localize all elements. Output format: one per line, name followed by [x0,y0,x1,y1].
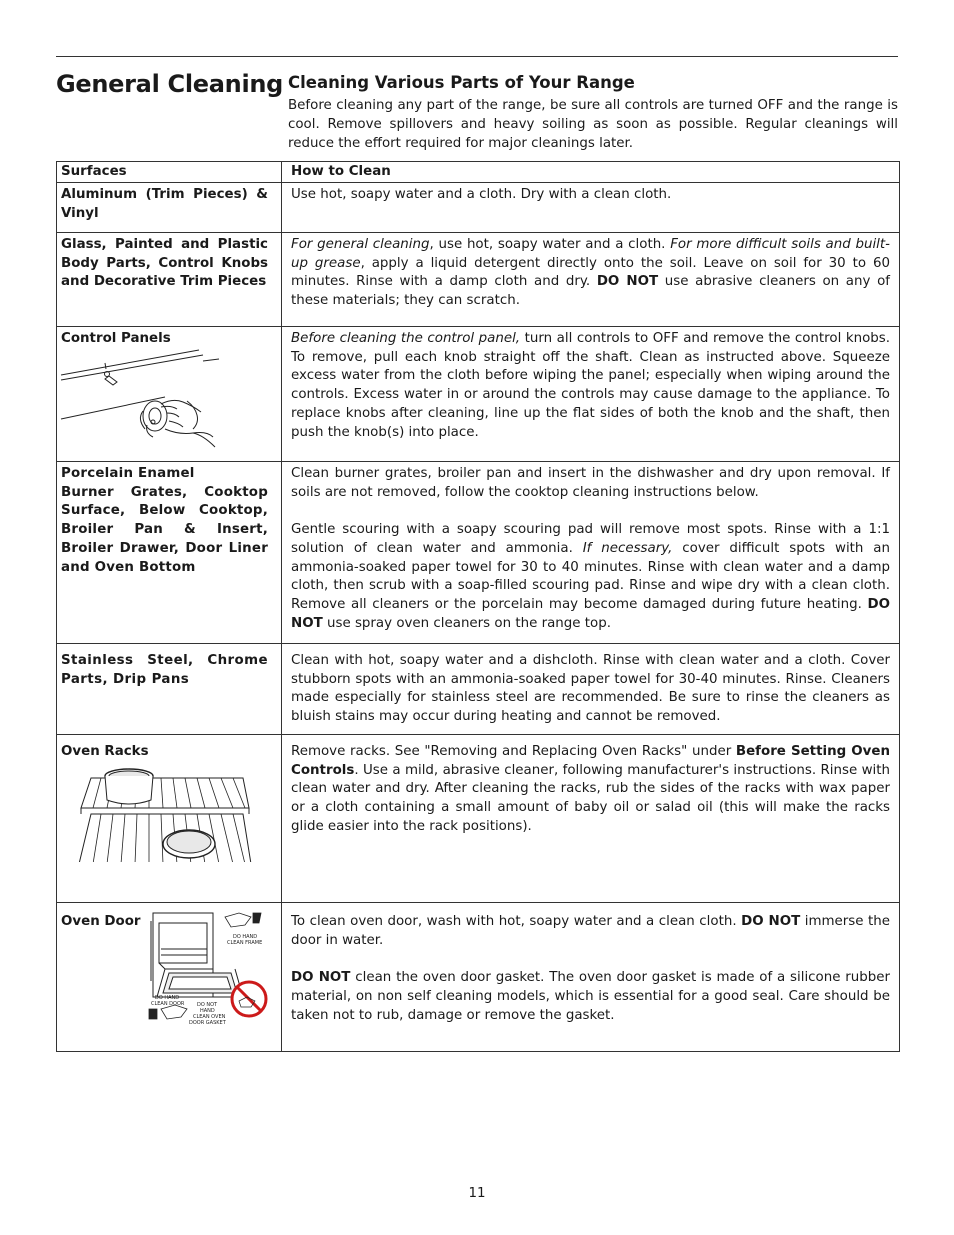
how-to-clean-header: How to Clean [291,164,391,179]
how-aluminum: Use hot, soapy water and a cloth. Dry with a clean cloth. [291,187,672,202]
top-rule [56,56,898,57]
table-row [57,644,900,735]
emphasis-if-necessary: If necessary, [582,540,673,556]
how-oven-door [282,903,899,1025]
how-control-panels: Before cleaning the control panel, turn all controls to OFF and remove the control knobs. To remove, pull each knob straight off the shaft. Clean as instructed above. Squeeze excess water from the cloth before wiping the panel; especially when wiping around the controls. Excess water in or around the controls may cause damage to the appliance. To replace knobs after cleaning, line up the flat sides of both the knob and the shaft, then push the knob(s) into place. [291,331,890,440]
warning-do-not: DO NOT [741,914,801,929]
emphasis-before-cleaning: Before cleaning the control panel, [291,331,521,346]
page-number: 11 [468,1186,486,1201]
how-header-cell [282,162,900,183]
label-gasket-line2: HAND [200,1008,215,1014]
how-oven-racks: Remove racks. See "Removing and Replacing Oven Racks" under Before Setting Oven Controls. Use a mild, abrasive cleaner, following manufacturer's instructions. Rinse with clean water and dry. After cleaning the racks, rub the sides of the racks with wax paper or a cloth containing a small amount of baby oil or salad oil (this will make the racks glide easier into the rack positions). [291,744,890,834]
label-frame-line1: DO HAND [233,934,258,940]
surface-porcelain [57,462,281,577]
table-row [57,327,900,462]
control-knob-removal-illustration [57,349,279,449]
surface-stainless: Stainless Steel, Chrome Parts, Drip Pans [61,653,268,687]
surface-porcelain-title: Porcelain Enamel [61,466,195,481]
page-title: General Cleaning [56,70,284,98]
intro-paragraph: Before cleaning any part of the range, be sure all controls are turned OFF and the range is cool. Remove spillovers and heavy soiling as soon as possible. Regular cleanings will reduce the effort required for major cleanings later. [288,98,898,151]
table-row [57,735,900,903]
table-header-row [57,162,900,183]
label-gasket-line3: CLEAN OVEN [193,1014,226,1020]
how-porcelain-p1: Clean burner grates, broiler pan and insert in the dishwasher and dry upon removal. If soils are not removed, follow the cooktop cleaning instructions below. [291,466,890,500]
section-title: Cleaning Various Parts of Your Range [288,73,635,92]
how-oven-door-p1: To clean oven door, wash with hot, soapy water and a clean cloth. DO NOT immerse the door in water. [291,914,890,948]
surface-oven-door: Oven Door [61,914,141,929]
warning-do-not: DO NOT [291,970,351,986]
surface-aluminum: Aluminum (Trim Pieces) & Vinyl [61,187,268,221]
table-row [57,183,900,233]
how-porcelain [282,462,899,633]
oven-door-illustration [147,911,277,1029]
cleaning-table [56,161,900,1052]
oven-racks-illustration [57,762,279,862]
surface-oven-racks: Oven Racks [61,744,149,759]
warning-do-not: DO NOT [291,596,890,631]
surface-glass: Glass, Painted and Plastic Body Parts, Control Knobs and Decorative Trim Pieces [61,237,268,290]
label-door-line2: CLEAN DOOR [151,1001,185,1007]
label-door-line1: DO HAND [155,995,180,1001]
surface-porcelain-items: Burner Grates, Cooktop Surface, Below Cooktop, Broiler Pan & Insert, Broiler Drawer, Door Liner and Oven Bottom [61,484,268,575]
label-gasket-line4: DOOR GASKET [189,1020,226,1026]
surface-control-panels: Control Panels [61,331,171,346]
table-row [57,462,900,644]
label-frame-line2: CLEAN FRAME [227,940,263,946]
warning-do-not: DO NOT [596,274,659,290]
table-row [57,233,900,327]
emphasis-general-cleaning: For general cleaning [291,237,430,252]
table-row [57,903,900,1052]
how-stainless: Clean with hot, soapy water and a dishcloth. Rinse with clean water and a cloth. Cover stubborn spots with an ammonia-soaked paper towel for 30-40 minutes. Rinse. Cleaners made especially for stainless steel are recommended. Be sure to rinse the cleaners as bluish stains may occur during heating and cannot be removed. [291,653,890,725]
surfaces-header: Surfaces [61,164,127,179]
how-glass: For general cleaning, use hot, soapy water and a cloth. For more difficult soils and built-up grease, apply a liquid detergent directly onto the soil. Leave on soil for 30 to 60 minutes. Rinse with a damp cloth and dry. DO NOT use abrasive cleaners on any of these materials; they can scratch. [291,237,890,309]
how-oven-door-p2: DO NOT clean the oven door gasket. The oven door gasket is made of a silicone rubber material, on non self cleaning models, which is essential for a good seal. Care should be taken not to rub, damage or remove the gasket. [291,970,890,1023]
how-porcelain-p2: Gentle scouring with a soapy scouring pad will remove most spots. Rinse with a 1:1 solution of clean water and ammonia. If necessary, cover difficult spots with an ammonia-soaked paper towel for 30 to 40 minutes. Rinse with clean water and a damp cloth, then scrub with a soap-filled scouring pad. Rinse and wipe dry with a clean cloth. Remove all cleaners or the porcelain may become damaged during future heating. DO NOT use spray oven cleaners on the range top. [291,522,890,631]
ref-before-setting-oven-controls: Before Setting Oven Controls [291,744,890,778]
surfaces-header-cell [57,162,282,183]
emphasis-difficult-soils: For more difficult soils and built-up grease [291,237,890,271]
label-gasket-line1: DO NOT [197,1002,218,1008]
